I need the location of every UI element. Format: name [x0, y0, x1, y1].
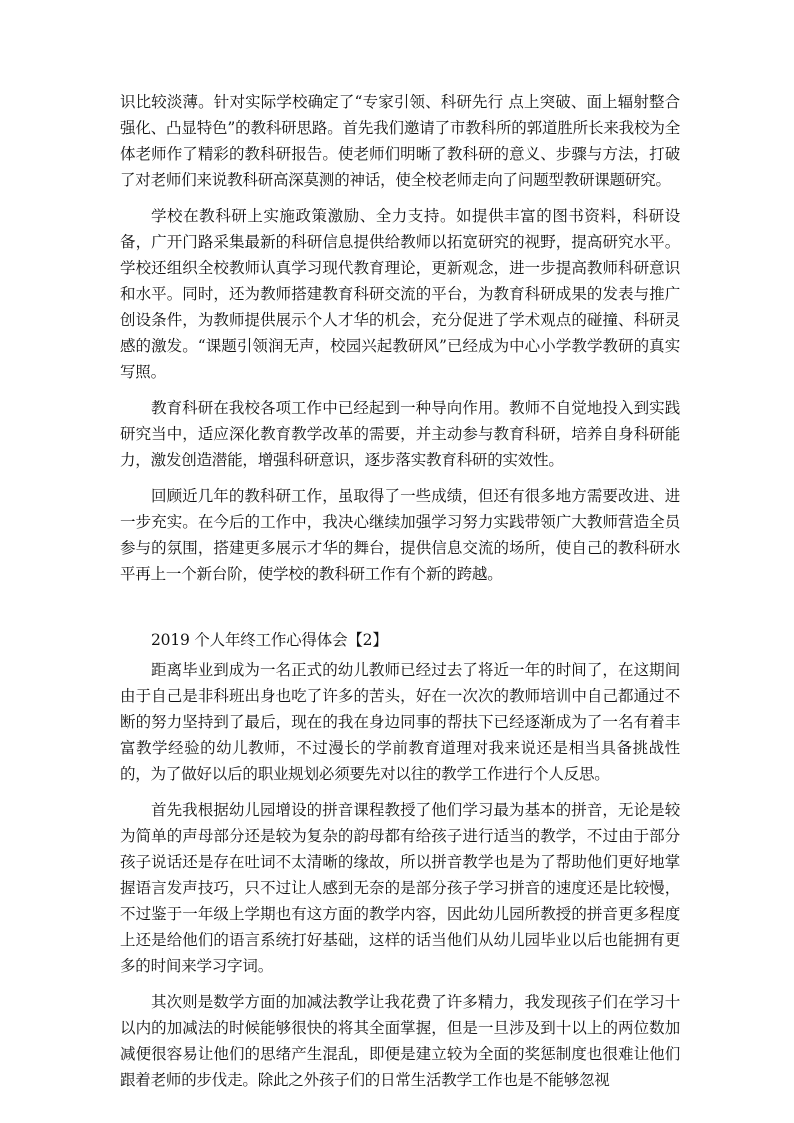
paragraph: 回顾近几年的教科研工作，虽取得了一些成绩，但还有很多地方需要改进、进一步充实。在今后的工作中，我决心继续加强学习努力实践带领广大教师营造全员参与的氛围，搭建更多展示才华的舞台，提供信息交流的场所，使自己的教科研水平再上一个新台阶，使学校的教科研工作有个新的跨越。: [120, 487, 680, 583]
section-spacer: [120, 597, 680, 627]
document-body: [120, 89, 680, 1103]
paragraph: 其次则是数学方面的加减法教学让我花费了许多精力，我发现孩子们在学习十以内的加减法的时候能够很快的将其全面掌握，但是一旦涉及到十以上的两位数加减便很容易让他们的思绪产生混乱，即便是建立较为全面的奖惩制度也很难让他们跟着老师的步伐走。除此之外孩子们的日常生活教学工作也是不能够忽视: [120, 993, 680, 1089]
paragraph: 学校在教科研上实施政策激励、全力支持。如提供丰富的图书资料，科研设备，广开门路采集最新的科研信息提供给教师以拓宽研究的视野，提高研究水平。学校还组织全校教师认真学习现代教育理论，更新观念，进一步提高教师科研意识和水平。同时，还为教师搭建教育科研交流的平台，为教育科研成果的发表与推广创设条件，为教师提供展示个人才华的机会，充分促进了学术观点的碰撞、科研灵感的激发。“课题引领润无声，校园兴起教研风”已经成为中心小学教学教研的真实写照。: [120, 207, 680, 381]
paragraph: 教育科研在我校各项工作中已经起到一种导向作用。教师不自觉地投入到实践研究当中，适应深化教育教学改革的需要，并主动参与教育科研，培养自身科研能力，激发创造潜能，增强科研意识，逐步落实教育科研的实效性。: [120, 399, 680, 469]
paragraph: 首先我根据幼儿园增设的拼音课程教授了他们学习最为基本的拼音，无论是较为简单的声母部分还是较为复杂的韵母都有给孩子进行适当的教学，不过由于部分孩子说话还是存在吐词不太清晰的缘故，所以拼音教学也是为了帮助他们更好地掌握语言发声技巧，只不过让人感到无奈的是部分孩子学习拼音的速度还是比较慢，不过鉴于一年级上学期也有这方面的教学内容，因此幼儿园所教授的拼音更多程度上还是给他们的语言系统打好基础，这样的话当他们从幼儿园毕业以后也能拥有更多的时间来学习字词。: [120, 801, 680, 975]
section-heading: 2019 个人年终工作心得体会【2】: [151, 631, 388, 649]
paragraph: 识比较淡薄。针对实际学校确定了“专家引领、科研先行 点上突破、面上辐射整合强化、凸显特色”的教科研思路。首先我们邀请了市教科所的郭道胜所长来我校为全体老师作了精彩的教科研报告。使老师们明晰了教科研的意义、步骤与方法，打破了对老师们来说教科研高深莫测的神话，使全校老师走向了问题型教研课题研究。: [120, 93, 680, 189]
paragraph: 距离毕业到成为一名正式的幼儿教师已经过去了将近一年的时间了，在这期间由于自己是非科班出身也吃了许多的苦头，好在一次次的教师培训中自己都通过不断的努力坚持到了最后，现在的我在身边同事的帮扶下已经逐渐成为了一名有着丰富教学经验的幼儿教师，不过漫长的学前教育道理对我来说还是相当具备挑战性的，为了做好以后的职业规划必须要先对以往的教学工作进行个人反思。: [120, 661, 680, 783]
